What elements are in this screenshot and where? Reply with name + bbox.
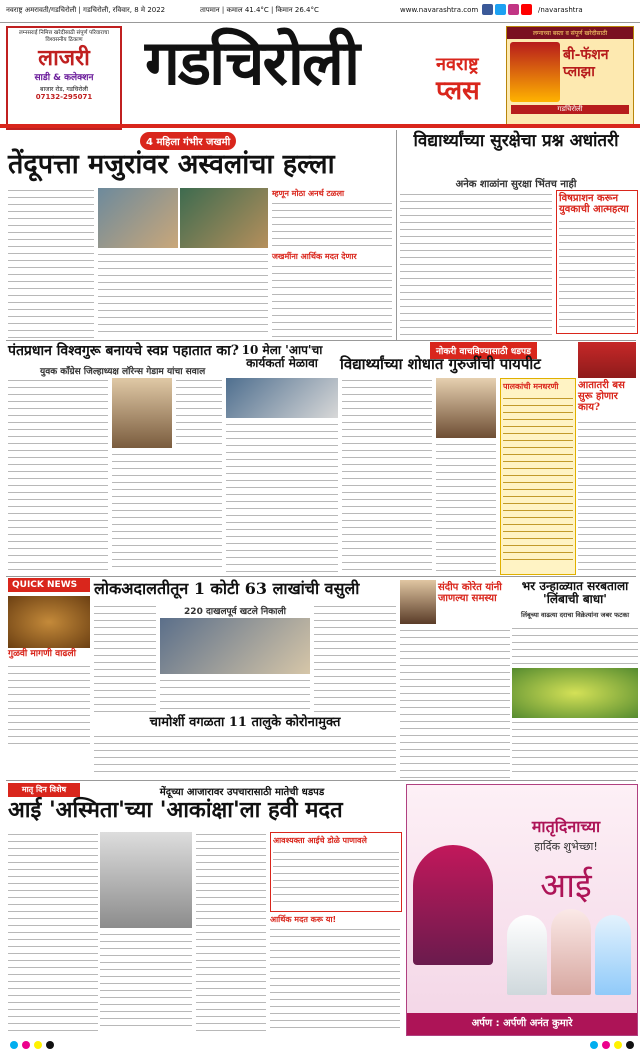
lead-sub-2: जखमींना आर्थिक मदत देणार (272, 252, 357, 261)
jobs-portrait (436, 378, 496, 438)
youtube-icon[interactable] (521, 4, 532, 15)
ad-mothers-line1: मातृदिनाच्या (531, 817, 601, 836)
lead-sub-column (272, 188, 392, 342)
lead-kicker: 4 महिला गंभीर जखमी (140, 132, 236, 150)
ad-bfashion-name: बी-फॅशन प्लाझा (563, 47, 609, 80)
top-bar (0, 0, 640, 23)
twitter-icon[interactable] (495, 4, 506, 15)
lokadalat-headline: लोकअदालतीतून 1 कोटी 63 लाखांची वसुली (94, 579, 360, 598)
yellow-mark-icon-right (614, 1041, 622, 1049)
ad-bfashion-sub: गडचिरोली (511, 105, 629, 114)
suicide-box (556, 190, 638, 334)
corona-text (94, 734, 396, 778)
mothers-box2-title: आर्थिक मदत करू या! (270, 915, 337, 924)
jobs-kicker: नोकरी वाचविण्यासाठी धडपड (430, 342, 537, 359)
section-rule-3 (6, 780, 636, 781)
ad-person-2 (551, 909, 591, 995)
cyan-mark-icon (10, 1041, 18, 1049)
lokadalat-text-3 (314, 604, 396, 714)
lead-sub-2-text (272, 264, 392, 342)
edition-line: नवराष्ट्र अमरावती/गडचिरोली | गडचिरोली, रविवार, 8 मे 2022 (6, 6, 166, 14)
cyan-mark-icon-right (590, 1041, 598, 1049)
ad-mothers-line2: हार्दिक शुभेच्छा! (534, 840, 598, 853)
mothers-box-2 (270, 914, 400, 1032)
mothers-text-3 (196, 832, 266, 1032)
mothers-photo (100, 832, 192, 928)
brand-line-1: नवराष्ट्र (436, 54, 479, 75)
ad-lajari-phone: 07132-295071 (35, 93, 93, 101)
youth-portrait (112, 378, 172, 448)
jobs-box-title: पालकांची मनधरणी (503, 382, 559, 391)
suicide-headline: विषप्राशन करून युवकाची आत्महत्या (559, 193, 629, 215)
black-mark-icon (46, 1041, 54, 1049)
column-rule (396, 130, 397, 340)
lemon-photo (512, 668, 638, 718)
lokadalat-photo (160, 618, 310, 674)
mothers-kicker: मातृ दिन विशेष (8, 783, 80, 797)
ad-mothers-word: आई (540, 866, 592, 906)
safety-sub: अनेक शाळांना सुरक्षा भिंतच नाही (455, 179, 577, 190)
lemon-headline: भर उन्हाळ्यात सरबताला 'लिंबाची बाधा' (521, 579, 629, 607)
suicide-text (559, 219, 635, 331)
lead-text-col-2 (98, 252, 268, 338)
mothers-box1-text (273, 850, 399, 908)
lead-sub-1-text (272, 201, 392, 249)
mothers-text-2 (100, 932, 192, 1032)
masthead-rule (0, 124, 640, 128)
lokadalat-text-2 (160, 678, 310, 714)
footer-strip (0, 1038, 640, 1051)
mothers-text-1 (8, 832, 98, 1032)
safety-text (400, 192, 552, 338)
jobs-text-1 (342, 378, 432, 573)
youth-text-2 (112, 452, 222, 573)
ad-lajari-name: लाजरी (38, 45, 90, 71)
ad-mothers-day (406, 784, 638, 1036)
ad-bfashion-tagline: लग्नाच्या बस्ता व संपूर्ण खरेदीसाठी (507, 27, 633, 39)
weather-line: तापमान | कमाल 41.4°C | किमान 26.4°C (200, 6, 319, 14)
bus-text (578, 420, 636, 573)
ad-mother-portrait (413, 845, 493, 965)
masthead-brand (436, 52, 480, 104)
ad-mothers-caption: अर्पण : अर्पणी अनंत कुमारे (407, 1013, 637, 1035)
lokadalat-text-1 (94, 604, 156, 714)
facebook-icon[interactable] (482, 4, 493, 15)
instagram-icon[interactable] (508, 4, 519, 15)
ad-lajari-address: बाजार रोड, गडचिरोली (40, 86, 88, 93)
jobs-box (500, 378, 576, 575)
lead-sub-1: म्हणून मोठा अनर्थ टळला (272, 189, 345, 198)
safety-headline: विद्यार्थ्यांच्या सुरक्षेचा प्रश्न अधांतरी (413, 131, 619, 151)
ad-person-3 (595, 915, 631, 995)
youth-headline: पंतप्रधान विश्वगुरू बनायचे स्वप्न पहातात का? (8, 343, 239, 359)
black-mark-icon-right (626, 1041, 634, 1049)
mothers-headline: आई 'अस्मिता'च्या 'आकांक्षा'ला हवी मदत (8, 797, 343, 823)
lemon-text-1 (512, 626, 638, 666)
lead-photo-1 (98, 188, 178, 248)
aap-headline: 10 मेला 'आप'चा कार्यकर्ता मेळावा (241, 343, 323, 371)
sandip-headline: संदीप कोरेत यांनी जाणल्या समस्या (438, 582, 502, 604)
corona-headline: चामोर्शी वगळता 11 तालुके कोरोनामुक्त (149, 715, 341, 730)
lead-photo-2 (180, 188, 268, 248)
bus-photo (578, 342, 636, 378)
magenta-mark-icon-right (602, 1041, 610, 1049)
youth-sub: युवक काँग्रेस जिल्हाध्यक्ष लॉरेन्स गेडाम यांचा सवाल (40, 367, 206, 377)
ad-b-fashion (506, 26, 634, 128)
masthead-title: गडचिरोली (145, 26, 359, 99)
section-rule-2 (6, 576, 636, 577)
lokadalat-sub: 220 दाखलपूर्व खटले निकाली (184, 607, 286, 617)
lead-text-col-1 (8, 188, 94, 338)
quick-news-text (8, 664, 90, 746)
mothers-box2-text (270, 927, 400, 1031)
yellow-mark-icon (34, 1041, 42, 1049)
lemon-text-2 (512, 720, 638, 778)
ad-person-1 (507, 915, 547, 995)
quick-news-photo (8, 596, 90, 648)
magenta-mark-icon (22, 1041, 30, 1049)
jobs-box-text (503, 396, 573, 566)
ad-lajari (6, 26, 122, 130)
website-url[interactable]: www.navarashtra.com (400, 6, 479, 14)
quick-news-headline: गुळवी मागणी वाढली (8, 649, 76, 659)
jobs-headline: विद्यार्थ्यांच्या शोधात गुरुजींची पायपीट (340, 355, 541, 373)
ad-lajari-tagline: लग्नसराई निमित्त खरेदीसाठी संपूर्ण परिवाराचा विश्वसनीय ठिकाण (19, 30, 109, 43)
sandip-portrait (400, 580, 436, 624)
quick-news-label: QUICK NEWS (8, 578, 90, 592)
youth-text-3 (176, 378, 222, 448)
mothers-sub: मेंदूच्या आजारावर उपचारासाठी मातेची धडपड (159, 787, 325, 798)
lead-headline: तेंदूपत्ता मजुरांवर अस्वलांचा हल्ला (8, 149, 335, 180)
mothers-box1-title: आवश्यक्ता आईचे डोळे पाणावले (273, 836, 367, 845)
jobs-text-2 (436, 442, 496, 573)
bus-headline: आतातरी बस सुरू होणार काय? (578, 380, 625, 413)
ad-lajari-sub: साडी & कलेक्शन (34, 73, 94, 83)
social-handle: /navarashtra (538, 6, 583, 14)
lemon-sub: लिंबूच्या वाढत्या दराचा विक्रेत्यांना जबर फटका (520, 611, 630, 619)
aap-photo (226, 378, 338, 418)
brand-line-2: प्लस (436, 76, 480, 106)
aap-text (226, 422, 338, 573)
ad-bride-image (510, 42, 560, 102)
section-rule-1 (6, 340, 636, 341)
sandip-text (400, 628, 510, 778)
youth-text-1 (8, 378, 108, 573)
mothers-box-1 (270, 832, 402, 912)
